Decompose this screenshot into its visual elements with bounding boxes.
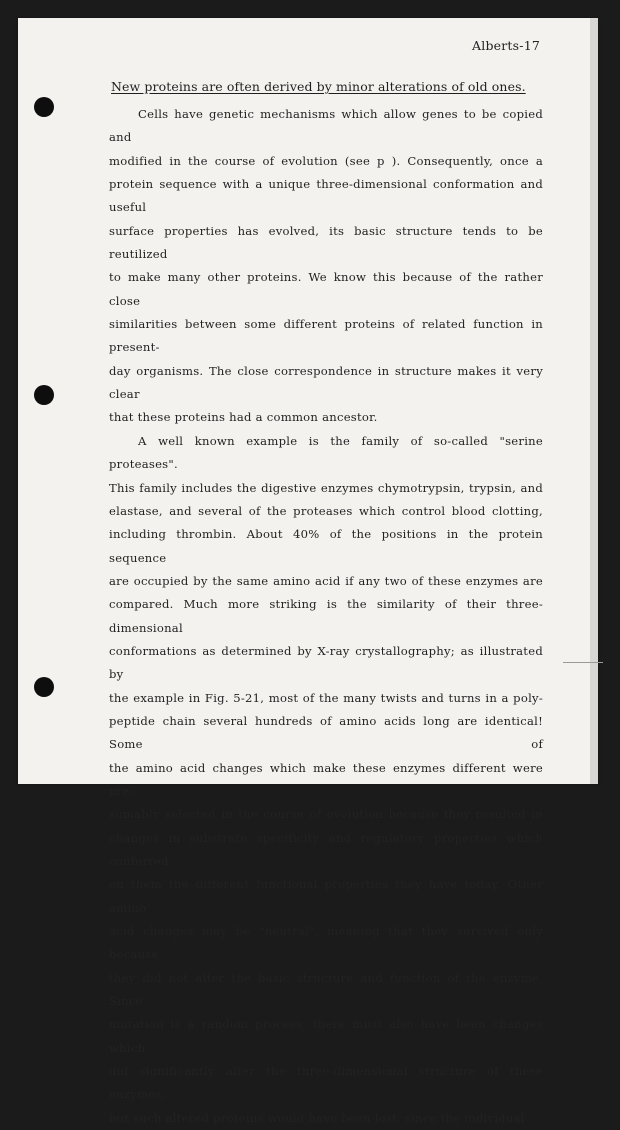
body-line: on them the different functional properties they have today. Other amino bbox=[109, 877, 543, 915]
section-heading: New proteins are often derived by minor alterations of old ones. bbox=[111, 79, 526, 94]
punch-hole bbox=[34, 385, 54, 405]
document-page bbox=[18, 18, 598, 1125]
body-line: protein sequence with a unique three-dimensional conformation and useful bbox=[109, 177, 543, 215]
body-line: including thrombin. About 40% of the positions in the protein sequence bbox=[109, 527, 543, 565]
body-line: changes in substrate specificity and regulatory properties which conferred bbox=[109, 830, 543, 868]
body-line: to make many other proteins. We know this because of the rather close bbox=[109, 270, 543, 308]
body-line: similarities between some different proteins of related function in present- bbox=[109, 317, 543, 355]
body-line: surface properties has evolved, its basic structure tends to be reutilized bbox=[109, 223, 543, 262]
body-line: This family includes the digestive enzymes chymotrypsin, trypsin, and bbox=[109, 480, 543, 495]
body-line: sumably selected in the course of evolution because they resulted in bbox=[109, 807, 543, 822]
body-line: but such altered proteins would have been lost, since the individual bbox=[109, 1110, 525, 1125]
punch-hole bbox=[34, 97, 54, 117]
body-line: compared. Much more striking is the similarity of their three-dimensional bbox=[109, 597, 543, 635]
body-line: mutation is a random process, there must also have been changes which bbox=[109, 1017, 543, 1055]
body-line: acid changes may be "neutral", meaning that they survived only because bbox=[109, 924, 543, 962]
body-line: did significantly alter the three-dimensional structure of these enzymes; bbox=[109, 1064, 543, 1102]
body-line: they did not alter the basic structure and function of the enzyme. Since bbox=[109, 970, 543, 1009]
punch-hole bbox=[34, 677, 54, 697]
body-line: elastase, and several of the proteases which control blood clotting, bbox=[109, 503, 543, 518]
body-line: A well known example is the family of so-called "serine proteases". bbox=[109, 433, 543, 472]
body-line: modified in the course of evolution (see p ). Consequently, once a bbox=[109, 153, 543, 168]
page-label: Alberts-17 bbox=[472, 38, 540, 53]
body-line: are occupied by the same amino acid if any two of these enzymes are bbox=[109, 573, 543, 588]
body-text bbox=[109, 103, 543, 1130]
body-line: that these proteins had a common ancestor. bbox=[109, 410, 378, 425]
body-line: the amino acid changes which make these enzymes different were pre- bbox=[109, 760, 543, 798]
body-line: day organisms. The close correspondence in structure makes it very clear bbox=[109, 363, 543, 402]
margin-mark bbox=[563, 662, 603, 663]
body-line: peptide chain several hundreds of amino acids long are identical! Some of bbox=[109, 713, 543, 752]
page-edge bbox=[590, 18, 598, 784]
body-line: Cells have genetic mechanisms which allow genes to be copied and bbox=[109, 107, 543, 145]
body-line: the example in Fig. 5-21, most of the many twists and turns in a poly- bbox=[109, 690, 543, 705]
body-line: conformations as determined by X-ray crystallography; as illustrated by bbox=[109, 643, 543, 682]
